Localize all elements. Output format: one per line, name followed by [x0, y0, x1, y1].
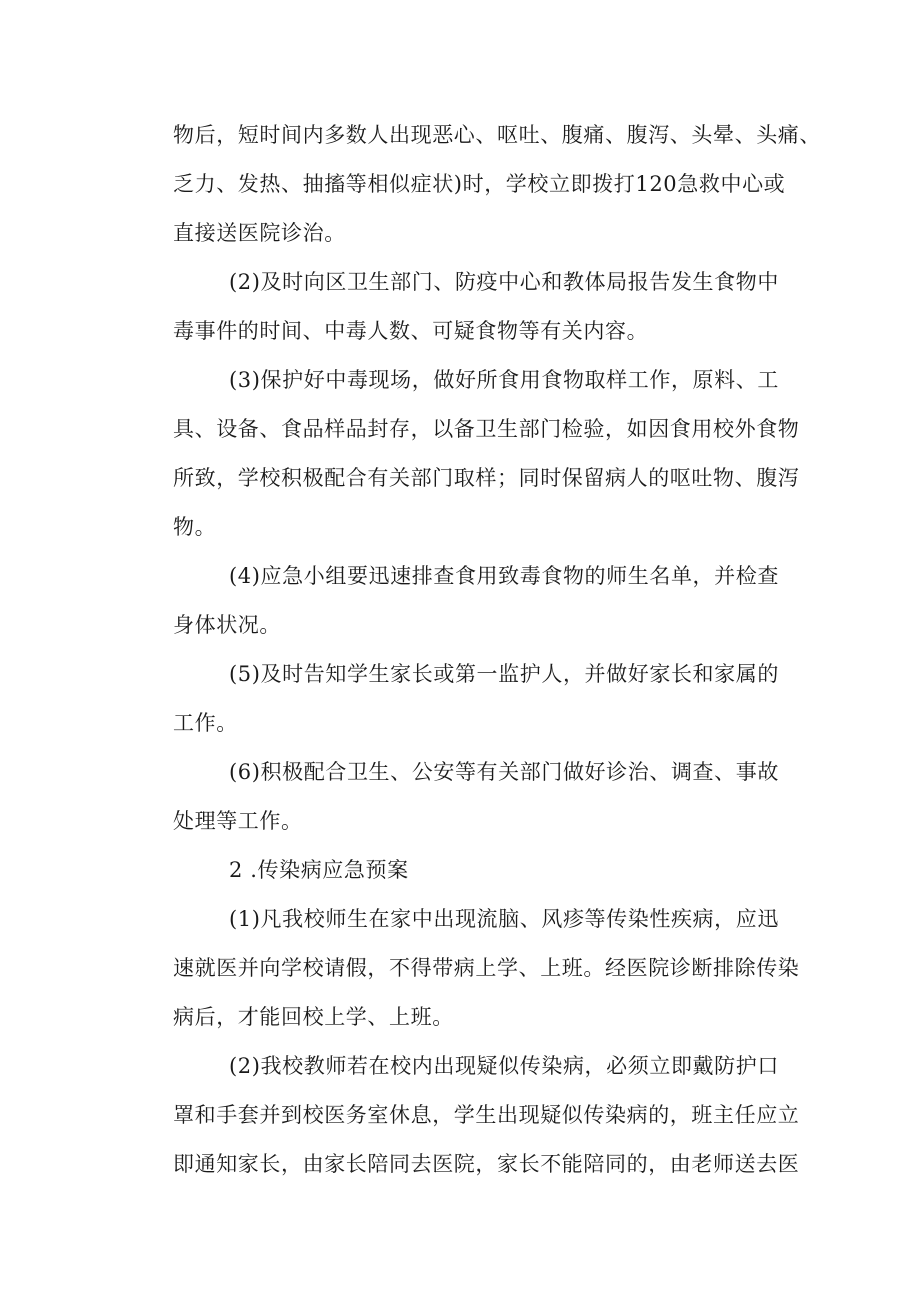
- paragraph-line: 身体状况。: [173, 613, 281, 637]
- paragraph-line: (4)应急小组要迅速排查食用致毒食物的师生名单，并检查: [229, 564, 779, 588]
- section-heading: 2 .传染病应急预案: [229, 858, 409, 882]
- paragraph-line: (5)及时告知学生家长或第一监护人，并做好家长和家属的: [229, 662, 779, 686]
- paragraph-line: 直接送医院诊治。: [173, 221, 346, 245]
- paragraph-line: 所致，学校积极配合有关部门取样；同时保留病人的呕吐物、腹泻: [173, 466, 800, 490]
- paragraph-line: 工作。: [173, 711, 238, 735]
- paragraph-line: 物。: [173, 515, 217, 539]
- paragraph-line: 物后，短时间内多数人出现恶心、呕吐、腹痛、腹泻、头晕、头痛、: [173, 123, 821, 147]
- paragraph-line: 病后，才能回校上学、上班。: [173, 1005, 454, 1029]
- paragraph-line: 具、设备、食品样品封存，以备卫生部门检验，如因食用校外食物: [173, 417, 800, 441]
- paragraph-line: 乏力、发热、抽搐等相似症状)时，学校立即拨打120急救中心或: [173, 172, 786, 196]
- paragraph-line: (6)积极配合卫生、公安等有关部门做好诊治、调查、事故: [229, 760, 779, 784]
- paragraph-line: 毒事件的时间、中毒人数、可疑食物等有关内容。: [173, 319, 649, 343]
- paragraph-line: 速就医并向学校请假，不得带病上学、上班。经医院诊断排除传染: [173, 956, 800, 980]
- paragraph-line: (3)保护好中毒现场，做好所食用食物取样工作，原料、工: [229, 368, 779, 392]
- paragraph-line: (1)凡我校师生在家中出现流脑、风疹等传染性疾病，应迅: [229, 907, 779, 931]
- paragraph-line: (2)及时向区卫生部门、防疫中心和教体局报告发生食物中: [229, 270, 779, 294]
- paragraph-line: (2)我校教师若在校内出现疑似传染病，必须立即戴防护口: [229, 1054, 779, 1078]
- paragraph-line: 罩和手套并到校医务室休息，学生出现疑似传染病的，班主任应立: [173, 1103, 800, 1127]
- paragraph-line: 处理等工作。: [173, 809, 303, 833]
- paragraph-line: 即通知家长，由家长陪同去医院，家长不能陪同的，由老师送去医: [173, 1152, 800, 1176]
